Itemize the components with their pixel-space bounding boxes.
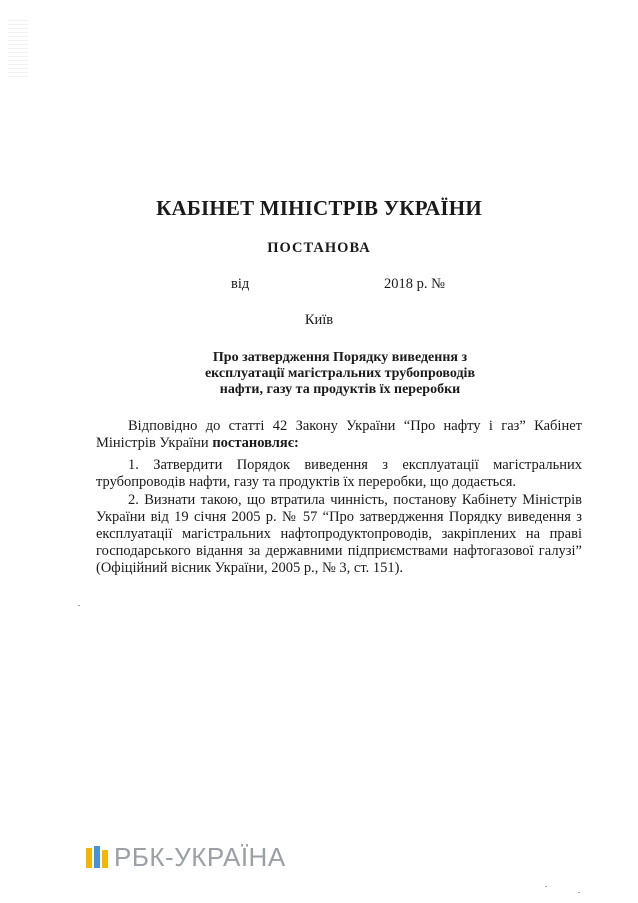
paragraph-line: трубопроводів нафти, газу та продуктів їх переробки, що додається.	[96, 474, 517, 490]
paragraph-text: Міністрів України	[96, 435, 209, 451]
paragraph-line: (Офіційний вісник України, 2005 р., № 3, ст. 151).	[96, 560, 404, 576]
subject-line: Про затвердження Порядку виведення з	[212, 350, 468, 365]
paragraph-line: господарського відання за державними підприємствами нафтогазової галузі”	[96, 543, 582, 559]
date-prefix: від	[231, 276, 250, 292]
paragraph-line-with-tail	[96, 435, 582, 452]
clause-2-paragraph	[96, 492, 582, 577]
subject-line: експлуатації магістральних трубопроводів	[204, 366, 476, 381]
watermark-text: РБК-УКРАЇНА	[114, 841, 286, 872]
resolution-keyword: постановляє:	[212, 435, 299, 451]
organization-title: КАБІНЕТ МІНІСТРІВ УКРАЇНИ	[156, 196, 482, 220]
scan-speck	[78, 605, 80, 606]
document-subject	[140, 350, 540, 398]
document-type: ПОСТАНОВА	[267, 240, 371, 256]
paragraph-line: України від 19 січня 2005 р. № 57 “Про затвердження Порядку виведення з	[96, 509, 582, 525]
subject-line: нафти, газу та продуктів їх переробки	[219, 382, 461, 397]
paragraph-line: експлуатації магістральних нафтопродуктопроводів, закріплених на праві	[96, 526, 582, 542]
paragraph-line: Відповідно до статті 42 Закону України “Про нафту і газ” Кабінет	[128, 418, 582, 434]
rbc-logo-icon	[86, 846, 108, 868]
watermark-logo	[86, 842, 286, 872]
clause-1-paragraph	[96, 457, 582, 491]
preamble-paragraph	[96, 418, 582, 452]
paragraph-line: 1. Затвердити Порядок виведення з експлуатації магістральних	[128, 457, 582, 473]
paragraph-line: 2. Визнати такою, що втратила чинність, постанову Кабінету Міністрів	[128, 492, 582, 508]
scan-edge-artifact	[8, 20, 28, 80]
date-suffix: 2018 р. №	[384, 276, 445, 292]
scan-speck	[578, 892, 580, 893]
city: Київ	[304, 312, 334, 328]
scan-speck	[545, 886, 547, 887]
